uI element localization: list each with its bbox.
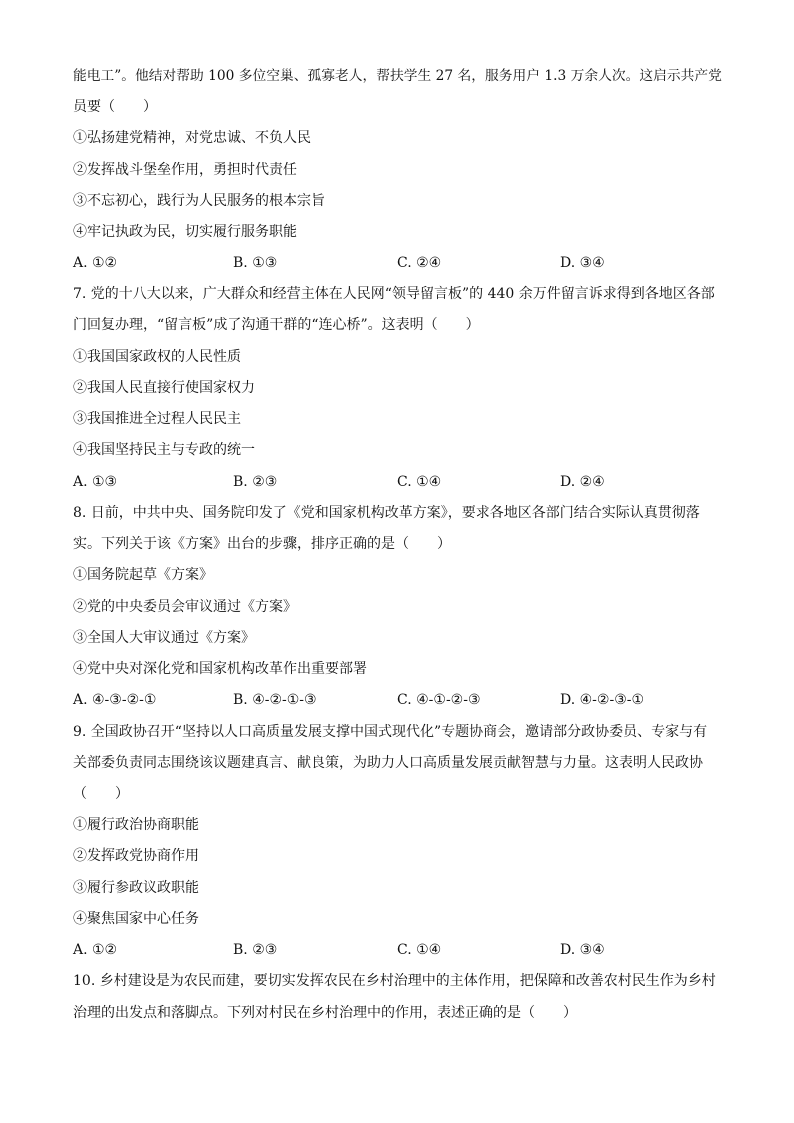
q7-item-2: ②我国人民直接行使国家权力 (73, 380, 255, 396)
q6-option-a[interactable]: A. ①② (73, 255, 118, 271)
q8-stem-line-1: 8. 日前，中共中央、国务院印发了《党和国家机构改革方案》，要求各地区各部门结合实际认真贯彻落 (73, 505, 700, 521)
q6-options (73, 254, 723, 272)
q7-option-a[interactable]: A. ①③ (73, 474, 118, 490)
q7-stem-line-2: 门回复办理，“留言板”成了沟通干群的“连心桥”。这表明（ ） (73, 317, 480, 333)
q9-item-1: ①履行政治协商职能 (73, 817, 199, 833)
q7-item-1: ①我国国家政权的人民性质 (73, 349, 241, 365)
q9-item-4: ④聚焦国家中心任务 (73, 911, 199, 927)
q9-stem-line-2: 关部委负责同志围绕该议题建真言、献良策，为助力人口高质量发展贡献智慧与力量。这表明人民政协 (73, 755, 703, 771)
q9-option-b[interactable]: B. ②③ (233, 942, 278, 958)
q9-item-3: ③履行参政议政职能 (73, 880, 199, 896)
q7-item-3: ③我国推进全过程人民民主 (73, 411, 241, 427)
q10-stem-line-1: 10. 乡村建设是为农民而建，要切实发挥农民在乡村治理中的主体作用，把保障和改善农村民生作为乡村 (73, 973, 716, 989)
q8-option-c[interactable]: C. ④-①-②-③ (397, 692, 481, 708)
q9-option-d[interactable]: D. ③④ (560, 942, 605, 958)
q7-option-b[interactable]: B. ②③ (233, 474, 278, 490)
q6-stem-line-1: 能电工”。他结对帮助 100 多位空巢、孤寡老人，帮扶学生 27 名，服务用户 1.3 万余人次。这启示共产党 (73, 68, 722, 84)
q7-option-d[interactable]: D. ②④ (560, 474, 605, 490)
q6-item-4: ④牢记执政为民，切实履行服务职能 (73, 224, 297, 240)
q9-stem-line-1: 9. 全国政协召开“坚持以人口高质量发展支撑中国式现代化”专题协商会，邀请部分政协委员、专家与有 (73, 724, 708, 740)
q8-options (73, 691, 723, 709)
q6-item-2: ②发挥战斗堡垒作用，勇担时代责任 (73, 162, 297, 178)
q6-item-3: ③不忘初心，践行为人民服务的根本宗旨 (73, 193, 325, 209)
q9-option-a[interactable]: A. ①② (73, 942, 118, 958)
q9-option-c[interactable]: C. ①④ (397, 942, 442, 958)
q8-option-a[interactable]: A. ④-③-②-① (73, 692, 157, 708)
q6-item-1: ①弘扬建党精神，对党忠诚、不负人民 (73, 130, 311, 146)
q7-item-4: ④我国坚持民主与专政的统一 (73, 442, 255, 458)
q7-option-c[interactable]: C. ①④ (397, 474, 442, 490)
q8-option-b[interactable]: B. ④-②-①-③ (233, 692, 317, 708)
q6-option-d[interactable]: D. ③④ (560, 255, 605, 271)
q8-option-d[interactable]: D. ④-②-③-① (560, 692, 645, 708)
q7-stem-line-1: 7. 党的十八大以来，广大群众和经营主体在人民网“领导留言板”的 440 余万件留言诉求得到各地区各部 (73, 286, 715, 302)
q6-stem-line-2: 员要（ ） (73, 99, 157, 115)
q8-item-2: ②党的中央委员会审议通过《方案》 (73, 599, 297, 615)
q8-item-4: ④党中央对深化党和国家机构改革作出重要部署 (73, 661, 367, 677)
q9-stem-line-3: （ ） (73, 786, 129, 802)
q8-item-1: ①国务院起草《方案》 (73, 567, 213, 583)
q8-stem-line-2: 实。下列关于该《方案》出台的步骤，排序正确的是（ ） (73, 536, 451, 552)
q9-item-2: ②发挥政党协商作用 (73, 848, 199, 864)
q7-options (73, 473, 723, 491)
q6-option-c[interactable]: C. ②④ (397, 255, 442, 271)
q6-option-b[interactable]: B. ①③ (233, 255, 278, 271)
q9-options (73, 941, 723, 959)
q10-stem-line-2: 治理的出发点和落脚点。下列对村民在乡村治理中的作用，表述正确的是（ ） (73, 1005, 577, 1021)
q8-item-3: ③全国人大审议通过《方案》 (73, 630, 255, 646)
